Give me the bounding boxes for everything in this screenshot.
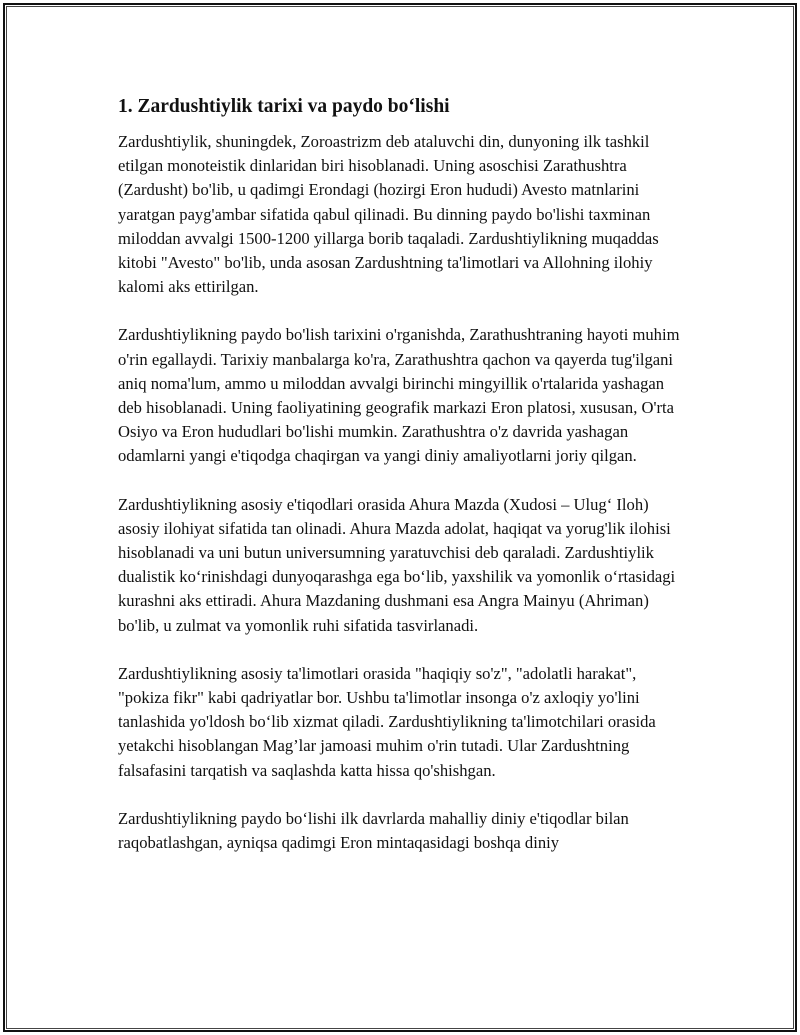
paragraph-1: Zardushtiylik, shuningdek, Zoroastrizm deb ataluvchi din, dunyoning ilk tashkil etilgan monoteistik dinlaridan biri hisoblanadi. Uning asoschisi Zarathushtra (Zardusht) bo'lib, u qadimgi Erondagi (hozirgi Eron hududi) Avesto matnlarini yaratgan payg'ambar sifatida qabul qilinadi. Bu dinning paydo bo'lishi taxminan miloddan avvalgi 1500-1200 yillarga borib taqaladi. Zardushtiylikning muqaddas kitobi "Avesto" bo'lib, unda asosan Zardushtning ta'limotlari va Allohning ilohiy kalomi aks ettirilgan. — [118, 132, 659, 297]
paragraph-4: Zardushtiylikning asosiy ta'limotlari orasida "haqiqiy so'z", "adolatli harakat", "pokiza fikr" kabi qadriyatlar bor. Ushbu ta'limotlar insonga o'z axloqiy yo'lini tanlashida yo'ldosh bo‘lib xizmat qiladi. Zardushtiylikning ta'limotchilari orasida yetakchi hisoblangan Mag’lar jamoasi muhim o'rin tutadi. Ular Zardushtning falsafasini tarqatish va saqlashda katta hissa qo'shishgan. — [118, 663, 656, 780]
document-body — [118, 94, 690, 879]
paragraph-3: Zardushtiylikning asosiy e'tiqodlari orasida Ahura Mazda (Xudosi – Ulug‘ Iloh) asosiy ilohiyat sifatida tan olinadi. Ahura Mazda adolat, haqiqat va yorug'lik ilohisi hisoblanadi va uni butun universumning yaratuvchisi deb qaraladi. Zardushtiylik dualistik ko‘rinishdagi dunyoqarashga ega bo‘lib, yaxshilik va yomonlik o‘rtasidagi kurashni aks ettiradi. Ahura Mazdaning dushmani esa Angra Mainyu (Ahriman) bo'lib, u zulmat va yomonlik ruhi sifatida tasvirlanadi. — [118, 494, 676, 635]
paragraph-5: Zardushtiylikning paydo bo‘lishi ilk davrlarda mahalliy diniy e'tiqodlar bilan raqobatlashgan, ayniqsa qadimgi Eron mintaqasidagi boshqa diniy — [118, 808, 629, 853]
paragraph-2: Zardushtiylikning paydo bo'lish tarixini o'rganishda, Zarathushtraning hayoti muhim o'rin egallaydi. Tarixiy manbalarga ko'ra, Zarathushtra qachon va qayerda tug'ilgani aniq noma'lum, ammo u miloddan avvalgi birinchi mingyillik o'rtalarida yashagan deb hisoblanadi. Uning faoliyatining geografik markazi Eron platosi, xususan, O'rta Osiyo va Eron hududlari bo'lishi mumkin. Zarathushtra o'z davrida yashagan odamlarni yangi e'tiqodga chaqirgan va yangi diniy amaliyotlarni joriy qilgan. — [118, 325, 680, 466]
section-heading: 1. Zardushtiylik tarixi va paydo bo‘lishi — [118, 96, 450, 117]
